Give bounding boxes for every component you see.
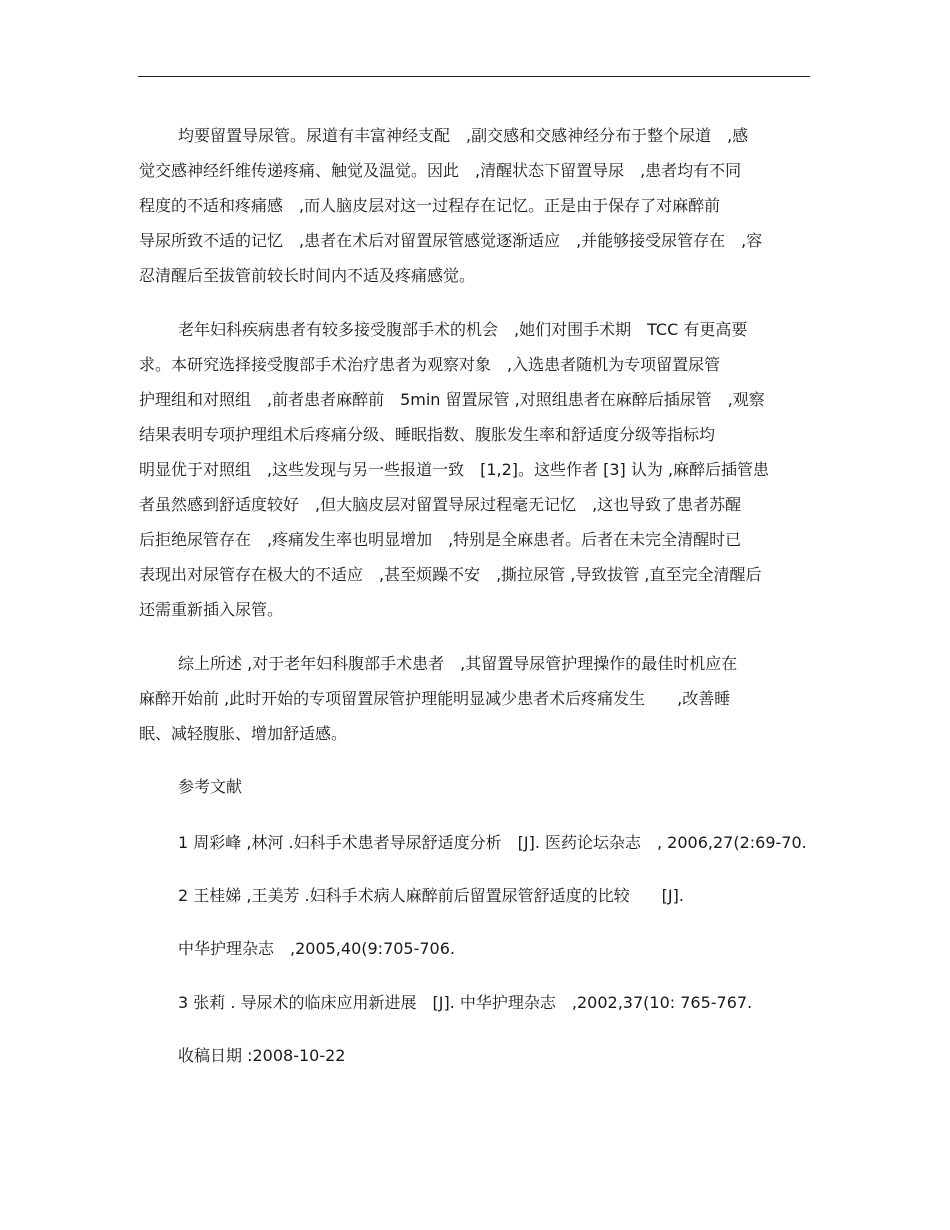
reference-item-continuation: 中华护理杂志 ,2005,40(9:705-706. xyxy=(178,939,456,958)
paragraph-2-line: 明显优于对照组 ,这些发现与另一些报道一致 [1,2]。这些作者 [3] 认为 ,麻醉后插管患 xyxy=(139,460,770,479)
references-heading: 参考文献 xyxy=(178,777,243,796)
paragraph-1-line: 觉交感神经纤维传递疼痛、触觉及温觉。因此 ,清醒状态下留置导尿 ,患者均有不同 xyxy=(139,161,742,180)
paragraph-2-line: 者虽然感到舒适度较好 ,但大脑皮层对留置导尿过程毫无记忆 ,这也导致了患者苏醒 xyxy=(139,495,742,514)
paragraph-1-line: 均要留置导尿管。尿道有丰富神经支配 ,副交感和交感神经分布于整个尿道 ,感 xyxy=(178,126,749,145)
paragraph-2-line: 求。本研究选择接受腹部手术治疗患者为观察对象 ,入选患者随机为专项留置尿管 xyxy=(139,355,721,374)
paragraph-2-line: 后拒绝尿管存在 ,疼痛发生率也明显增加 ,特别是全麻患者。后者在未完全清醒时已 xyxy=(139,530,742,549)
paragraph-3-line: 眠、减轻腹胀、增加舒适感。 xyxy=(139,724,348,743)
header-rule xyxy=(138,76,810,77)
paragraph-1-line: 忍清醒后至拔管前较长时间内不适及疼痛感觉。 xyxy=(139,266,476,285)
paragraph-2-line: 表现出对尿管存在极大的不适应 ,甚至烦躁不安 ,撕拉尿管 ,导致拔管 ,直至完全清醒后 xyxy=(139,565,762,584)
reference-item: 1 周彩峰 ,林河 .妇科手术患者导尿舒适度分析 [J]. 医药论坛杂志 , 2006,27(2:69-70. xyxy=(178,833,807,852)
paragraph-3-line: 麻醉开始前 ,此时开始的专项留置尿管护理能明显减少患者术后疼痛发生 ,改善睡 xyxy=(139,689,731,708)
paragraph-2-line: 护理组和对照组 ,前者患者麻醉前 5min 留置尿管 ,对照组患者在麻醉后插尿管 ,观察 xyxy=(139,390,765,409)
paragraph-3-line: 综上所述 ,对于老年妇科腹部手术患者 ,其留置导尿管护理操作的最佳时机应在 xyxy=(178,654,738,673)
reference-item: 3 张莉 . 导尿术的临床应用新进展 [J]. 中华护理杂志 ,2002,37(10: 765-767. xyxy=(178,993,753,1012)
paragraph-1-line: 程度的不适和疼痛感 ,而人脑皮层对这一过程存在记忆。正是由于保存了对麻醉前 xyxy=(139,196,721,215)
reference-item: 2 王桂娣 ,王美芳 .妇科手术病人麻醉前后留置尿管舒适度的比较 [J]. xyxy=(178,886,684,905)
paragraph-2-line: 老年妇科疾病患者有较多接受腹部手术的机会 ,她们对围手术期 TCC 有更高要 xyxy=(178,320,748,339)
paragraph-2-line: 结果表明专项护理组术后疼痛分级、睡眠指数、腹胀发生率和舒适度分级等指标均 xyxy=(139,425,716,444)
received-date: 收稿日期 :2008-10-22 xyxy=(178,1046,346,1065)
paragraph-2-line: 还需重新插入尿管。 xyxy=(139,600,284,619)
paragraph-1-line: 导尿所致不适的记忆 ,患者在术后对留置尿管感觉逐渐适应 ,并能够接受尿管存在 ,容 xyxy=(139,231,763,250)
